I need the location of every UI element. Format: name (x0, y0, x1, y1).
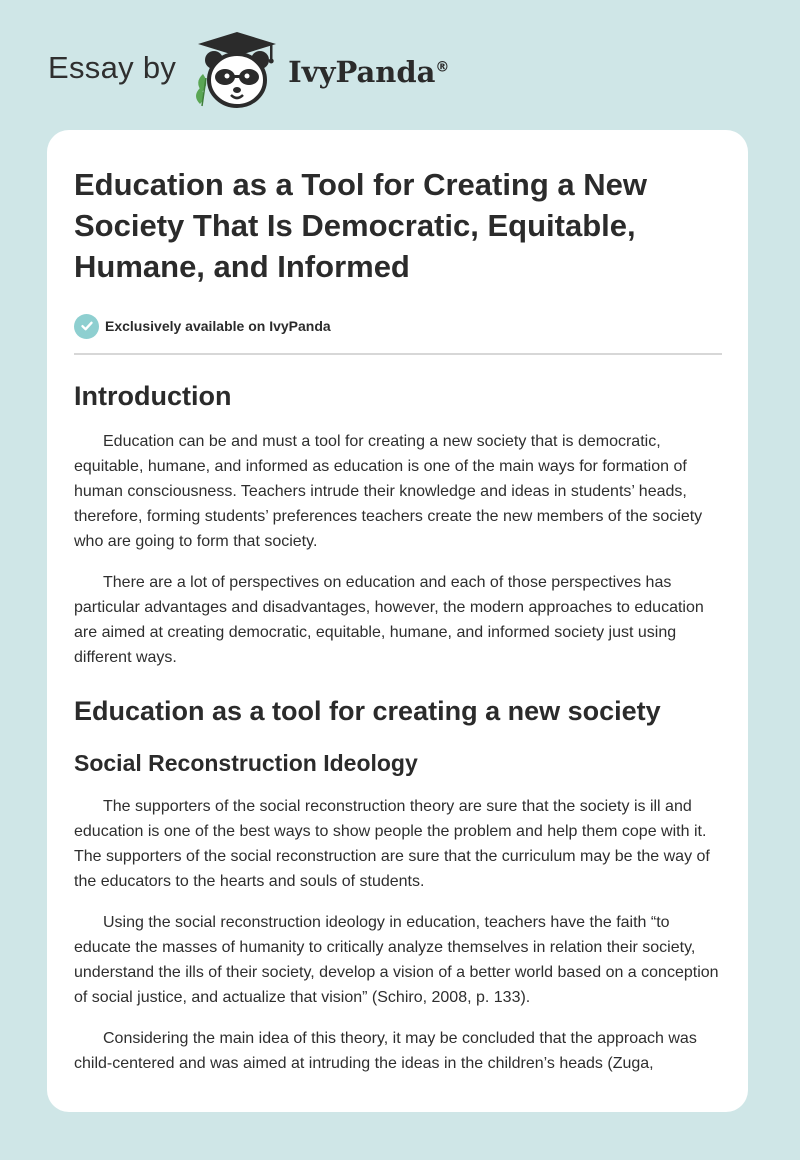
check-circle-icon (74, 314, 99, 339)
section-heading-introduction: Introduction (74, 381, 232, 411)
essay-by-label: Essay by (48, 50, 177, 85)
paragraph: Using the social reconstruction ideology in education, teachers have the faith “to educate the masses of humanity to critically analyze themselves in relation their society, understand the ills of their society, develop a vision of a better world based on a conception of social justice, and actualize that vision” (Schiro, 2008, p. 133). (74, 914, 719, 1006)
brand-name[interactable] (288, 55, 449, 89)
title-divider (74, 353, 722, 355)
panda-graduate-icon[interactable] (190, 30, 284, 110)
paragraph: Education can be and must a tool for creating a new society that is democratic, equitable, humane, and informed as education is one of the main ways for formation of human consciousness. Teachers intrude their knowledge and ideas in students’ heads, therefore, forming students’ preferences teachers create the new members of the society who are going to form that society. (74, 433, 703, 550)
subsection-heading-social-reconstruction: Social Reconstruction Ideology (74, 750, 418, 776)
exclusive-badge (74, 313, 722, 339)
registered-mark: ® (435, 59, 450, 76)
paragraph: Considering the main idea of this theory, it may be concluded that the approach was child-centered and was aimed at intruding the ideas in the children’s heads (Zuga, (74, 1030, 697, 1072)
brand-name-text: IvyPanda (288, 55, 436, 89)
essay-card (47, 130, 748, 1112)
site-header (48, 30, 488, 110)
essay-title: Education as a Tool for Creating a New Society That Is Democratic, Equitable, Humane, and Informed (74, 167, 648, 284)
paragraph: The supporters of the social reconstruction theory are sure that the society is ill and education is one of the best ways to show people the problem and help them cope with it. The supporters of the social reconstruction are sure that the curriculum may be the way of the educators to the hearts and souls of students. (74, 798, 710, 890)
section-heading-education-tool: Education as a tool for creating a new society (74, 696, 661, 726)
badge-text: Exclusively available on IvyPanda (105, 318, 331, 334)
paragraph: There are a lot of perspectives on education and each of those perspectives has particular advantages and disadvantages, however, the modern approaches to education are aimed at creating democratic, equitable, humane, and informed society just using different ways. (74, 574, 704, 666)
